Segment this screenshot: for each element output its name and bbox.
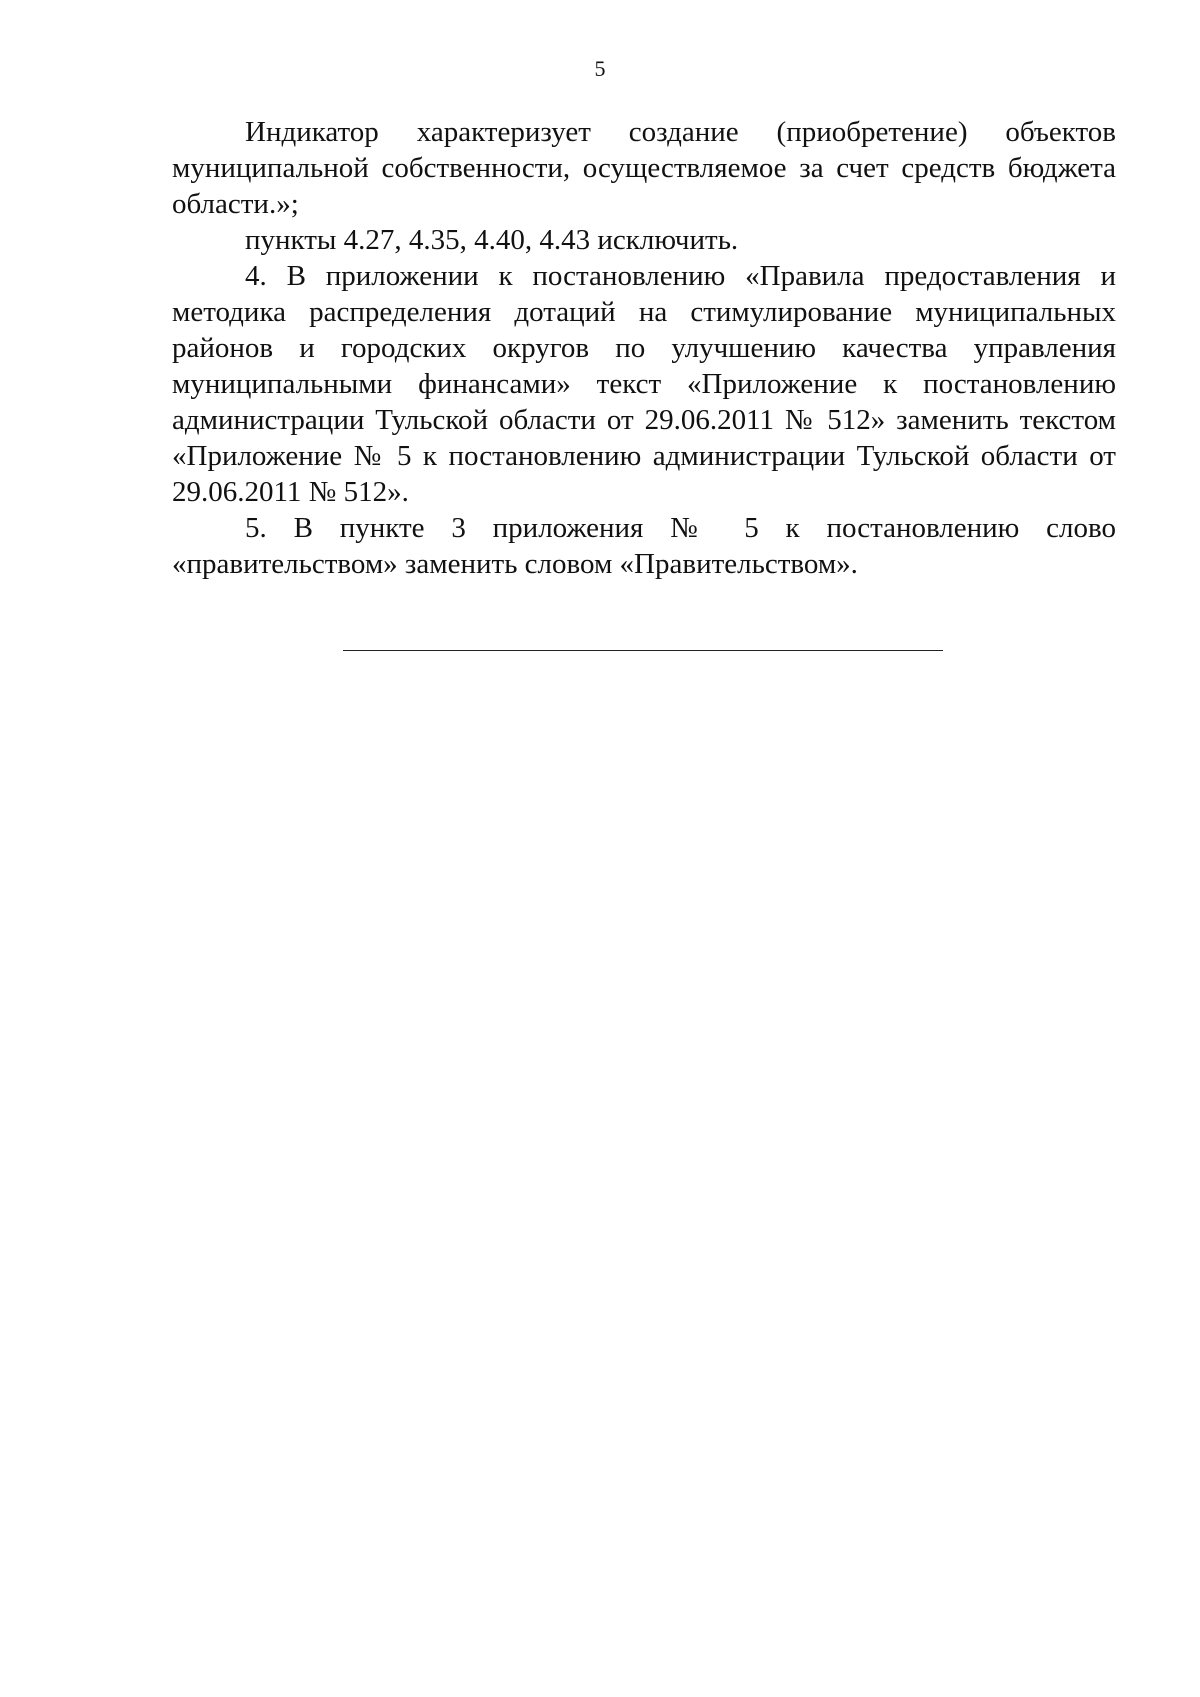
paragraph-exclude-items: пункты 4.27, 4.35, 4.40, 4.43 исключить. <box>245 224 739 256</box>
document-body <box>172 114 1116 582</box>
paragraph-item-5: 5. В пункте 3 приложения № 5 к постановлению слово «правительством» заменить словом «Правительством». <box>172 512 1116 580</box>
paragraph-indicator: Индикатор характеризует создание (приобретение) объектов муниципальной собственности, осуществляемое за счет средств бюджета области.»; <box>172 116 1116 220</box>
page-number: 5 <box>594 56 606 81</box>
paragraph-item-4: 4. В приложении к постановлению «Правила предоставления и методика распределения дотаций на стимулирование муниципальных районов и городских округов по улучшению качества управления муниципальными финансами» текст «Приложение к постановлению администрации Тульской области от 29.06.2011 № 512» заменить текстом «Приложение № 5 к постановлению администрации Тульской области от 29.06.2011 № 512». <box>172 260 1116 508</box>
end-separator-line <box>343 650 943 651</box>
